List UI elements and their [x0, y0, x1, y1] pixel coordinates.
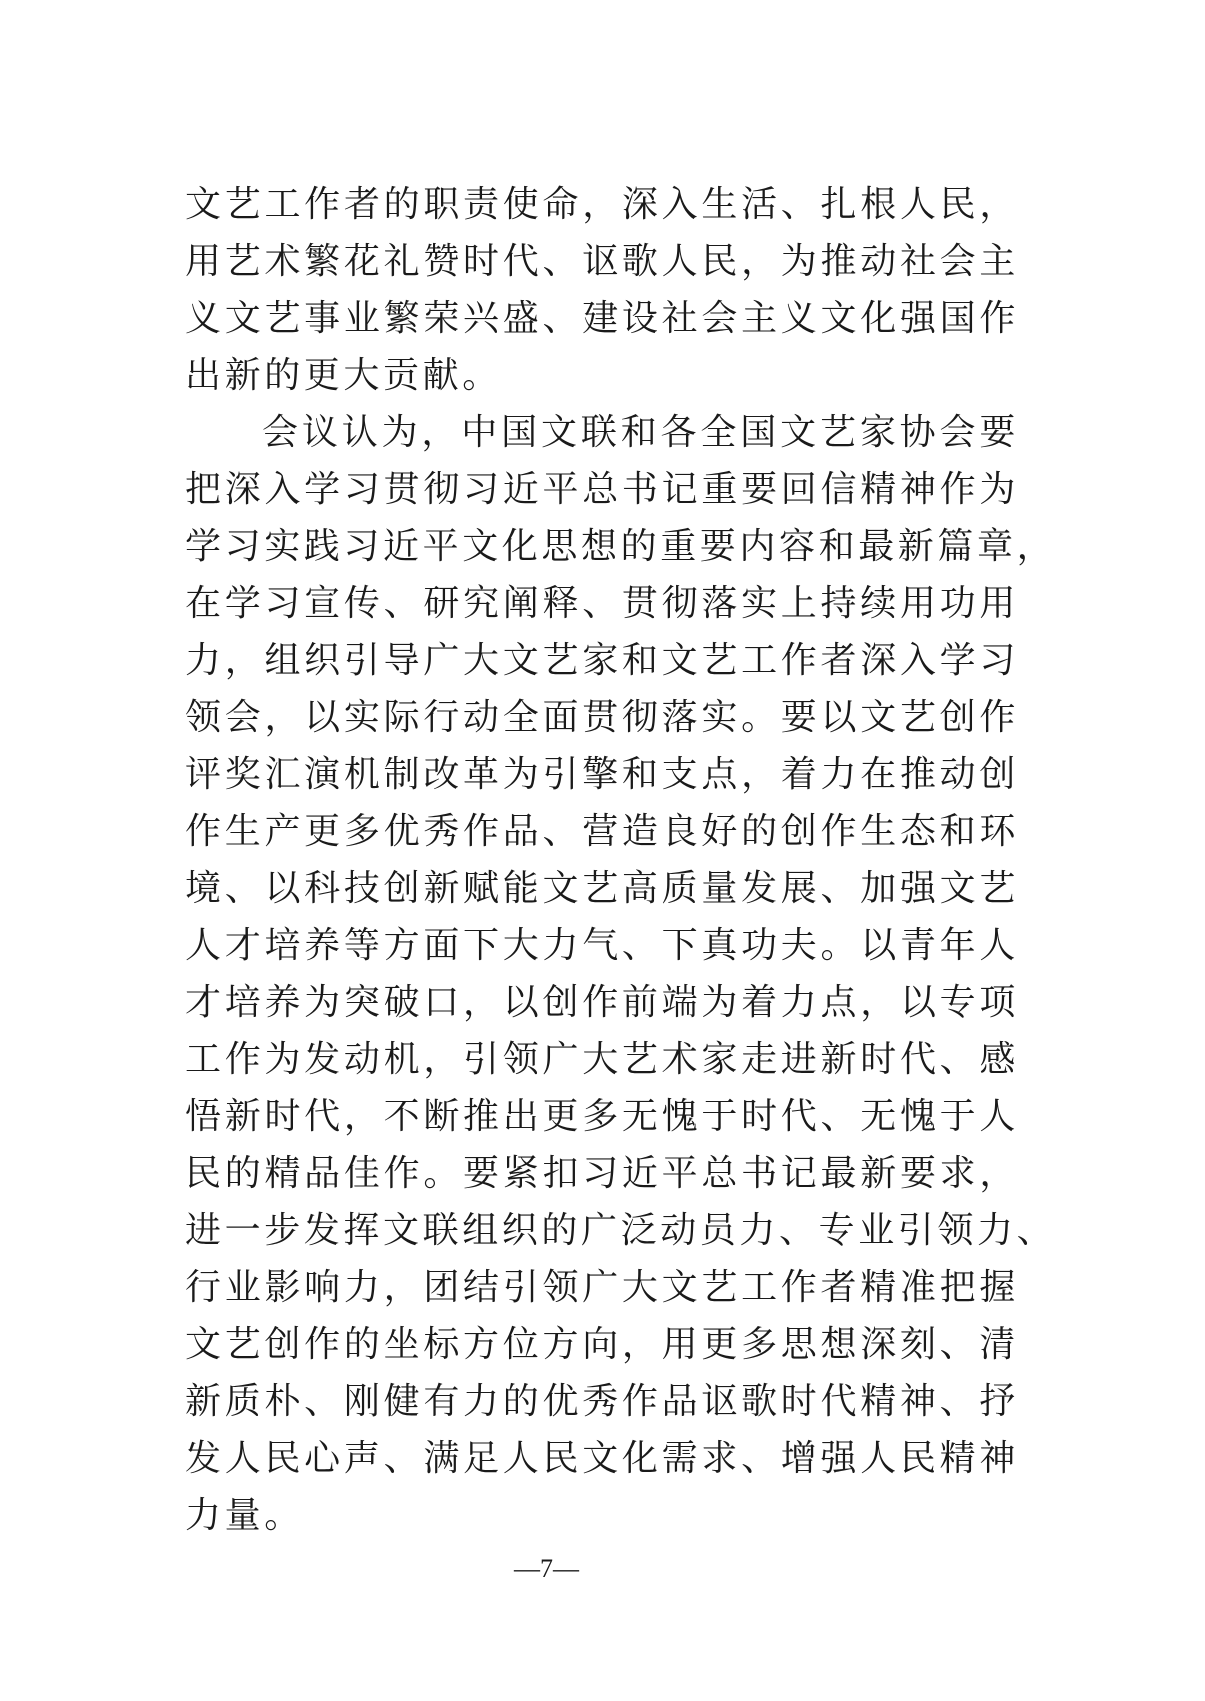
page-number: —7— — [514, 1554, 579, 1583]
text-line: 境、以科技创新赋能文艺高质量发展、加强文艺 — [185, 868, 1019, 909]
text-line: 才培养为突破口，以创作前端为着力点，以专项 — [185, 982, 1019, 1023]
text-line: 在学习宣传、研究阐释、贯彻落实上持续用功用 — [185, 583, 1019, 624]
text-line: 行业影响力，团结引领广大文艺工作者精准把握 — [185, 1267, 1019, 1308]
text-line: 力，组织引导广大文艺家和文艺工作者深入学习 — [185, 640, 1019, 681]
text-line: 力量。 — [185, 1495, 304, 1536]
text-line: 领会，以实际行动全面贯彻落实。要以文艺创作 — [185, 697, 1019, 738]
text-line: 民的精品佳作。要紧扣习近平总书记最新要求， — [185, 1153, 1019, 1194]
text-line: 文艺工作者的职责使命，深入生活、扎根人民， — [185, 184, 1019, 225]
text-line: 把深入学习贯彻习近平总书记重要回信精神作为 — [185, 469, 1019, 510]
text-line: 悟新时代，不断推出更多无愧于时代、无愧于人 — [185, 1096, 1019, 1137]
text-line: 用艺术繁花礼赞时代、讴歌人民，为推动社会主 — [185, 241, 1019, 282]
text-line: 出新的更大贡献。 — [185, 355, 502, 396]
text-line: 评奖汇演机制改革为引擎和支点，着力在推动创 — [185, 754, 1019, 795]
text-line: 发人民心声、满足人民文化需求、增强人民精神 — [185, 1438, 1019, 1479]
text-line: 进一步发挥文联组织的广泛动员力、专业引领力、 — [185, 1210, 1057, 1251]
text-line: 会议认为，中国文联和各全国文艺家协会要 — [262, 412, 1019, 453]
text-line: 文艺创作的坐标方位方向，用更多思想深刻、清 — [185, 1324, 1019, 1365]
text-line: 新质朴、刚健有力的优秀作品讴歌时代精神、抒 — [185, 1381, 1019, 1422]
paragraph-2 — [185, 404, 1057, 1544]
paragraph-1 — [185, 176, 1025, 404]
text-line: 作生产更多优秀作品、营造良好的创作生态和环 — [185, 811, 1019, 852]
text-line: 义文艺事业繁荣兴盛、建设社会主义文化强国作 — [185, 298, 1019, 339]
text-line: 工作为发动机，引领广大艺术家走进新时代、感 — [185, 1039, 1019, 1080]
body-text — [185, 176, 1057, 1544]
text-line: 学习实践习近平文化思想的重要内容和最新篇章， — [185, 526, 1057, 567]
text-line: 人才培养等方面下大力气、下真功夫。以青年人 — [185, 925, 1019, 966]
